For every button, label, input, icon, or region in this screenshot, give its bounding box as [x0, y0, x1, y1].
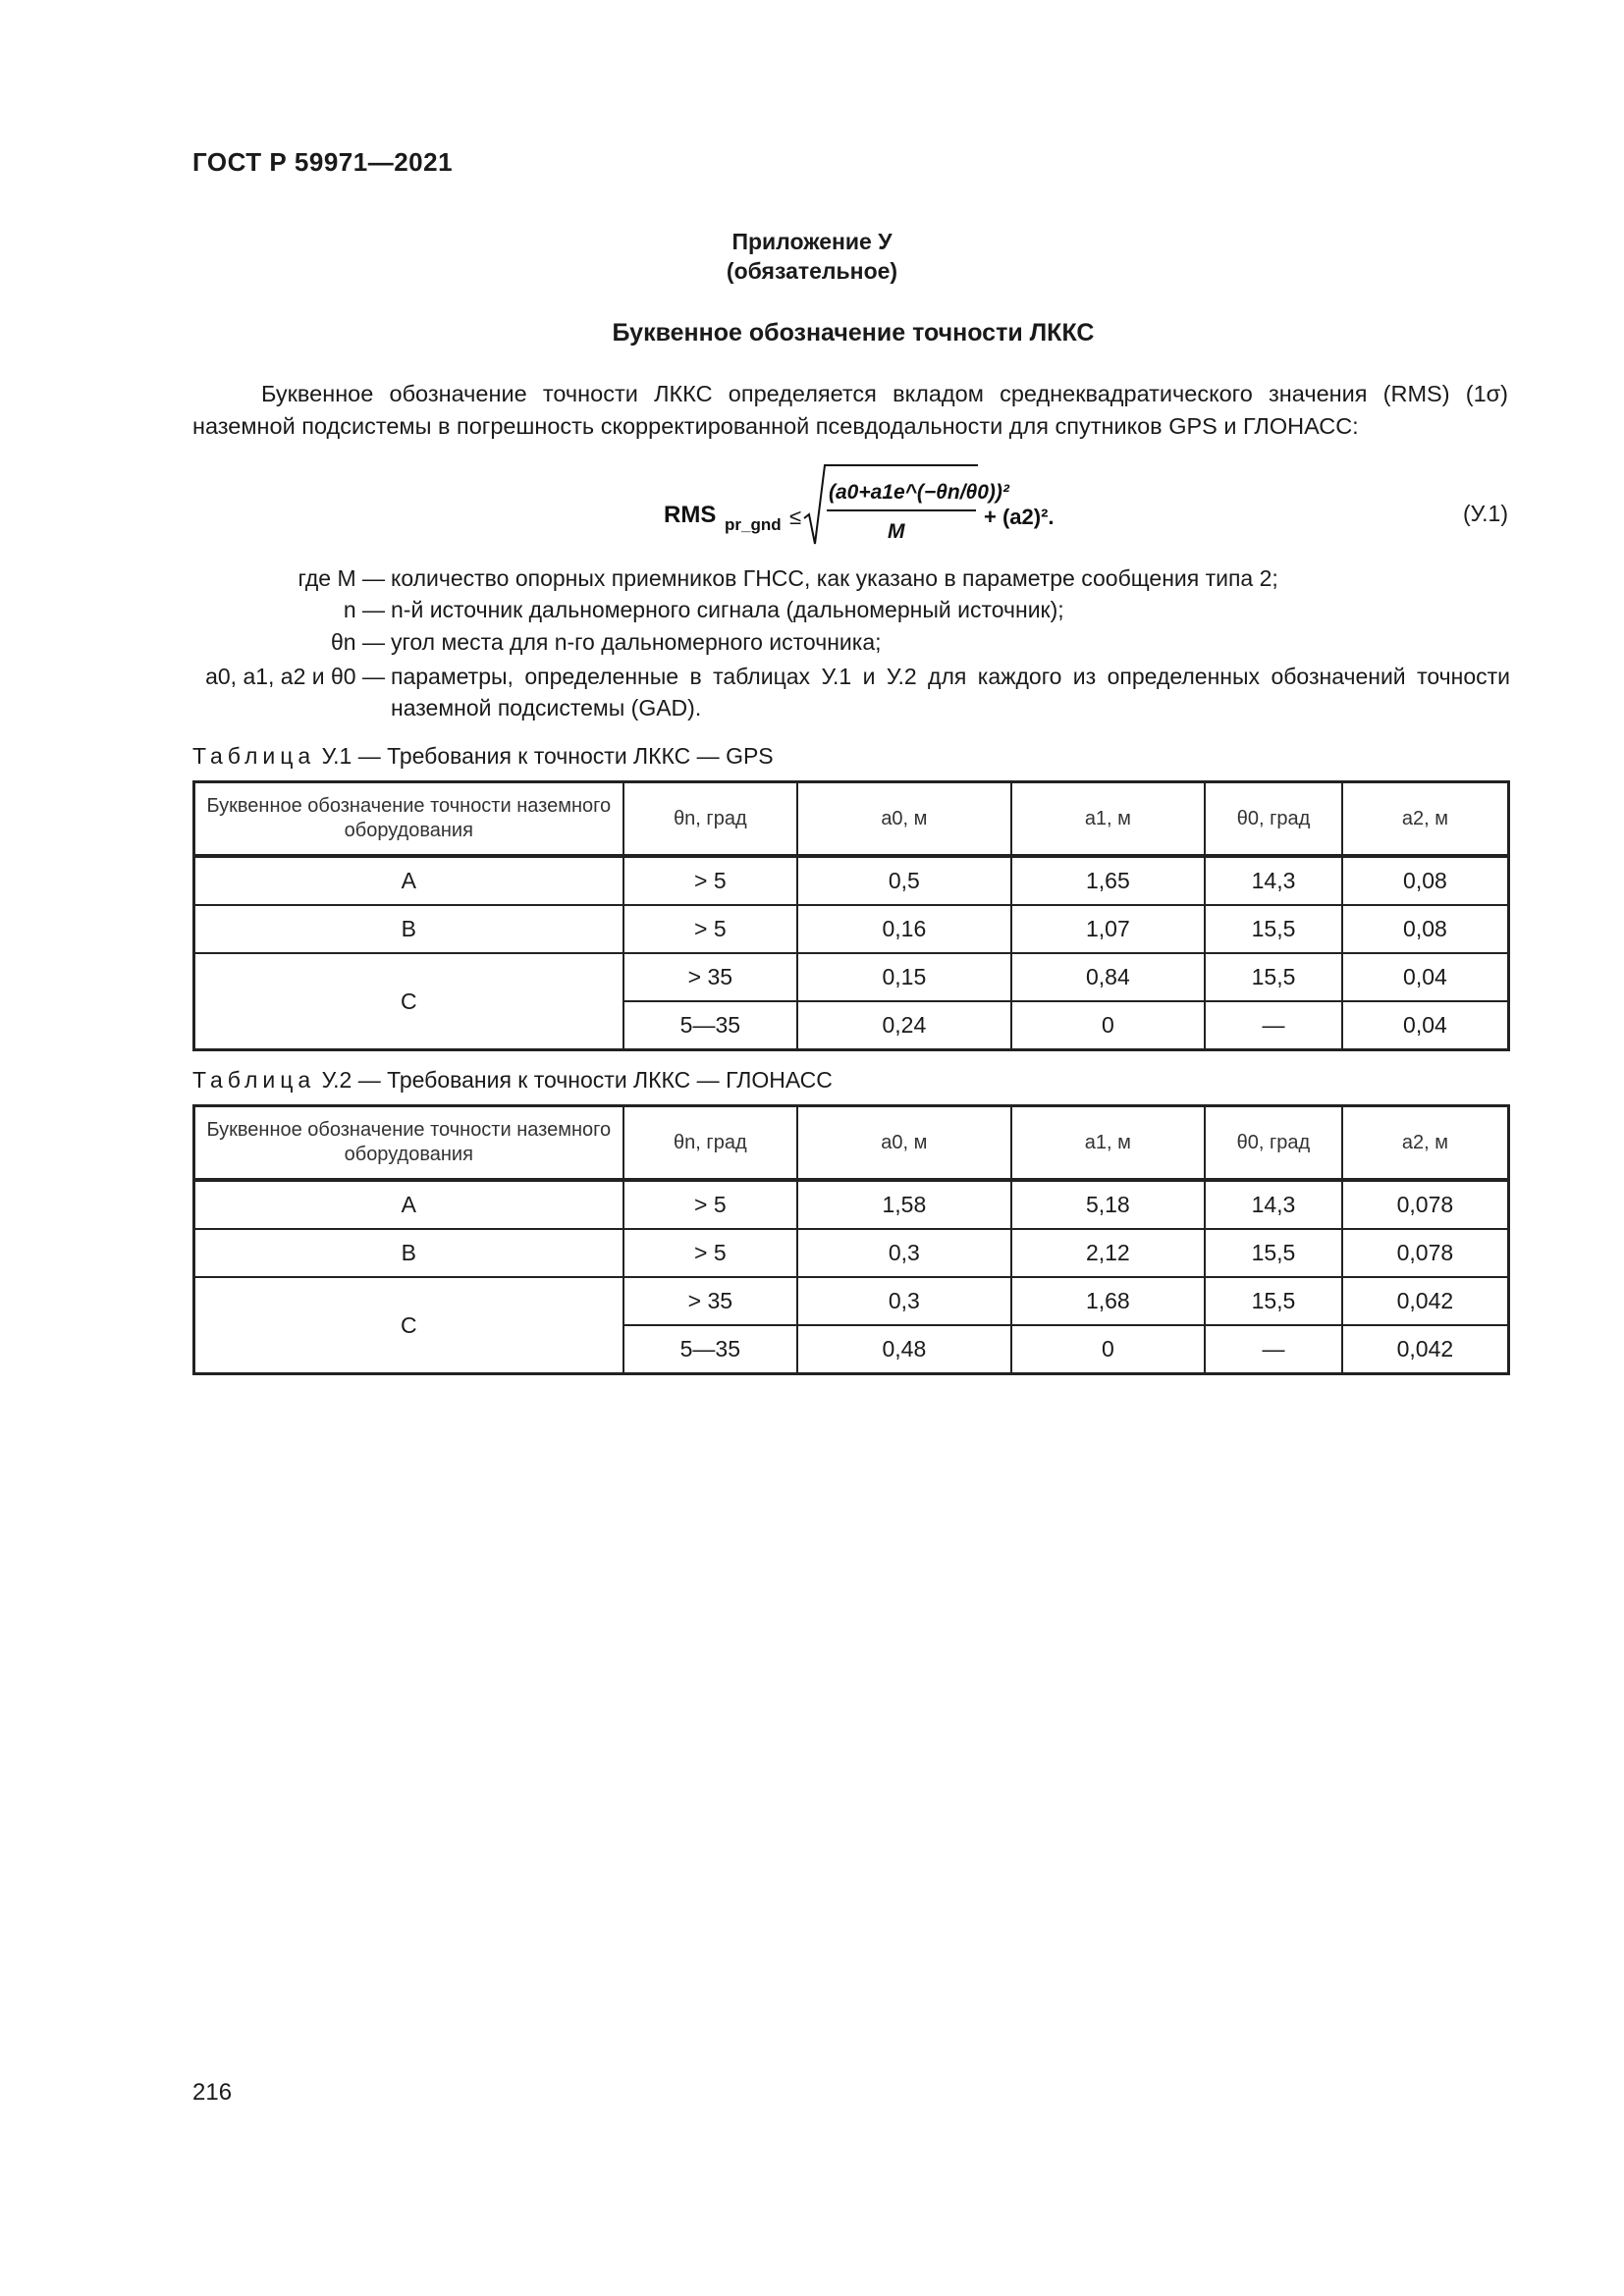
document-code: ГОСТ Р 59971—2021 — [192, 147, 454, 177]
table1-cell: 5—35 — [623, 1001, 798, 1050]
definition-text: угол места для n-го дальномерного источника; — [391, 629, 882, 655]
formula-lhs-subscript: pr_gnd — [725, 515, 782, 534]
table2-cell-designation: A — [194, 1180, 623, 1229]
table2-header-cell: θn, град — [623, 1106, 798, 1181]
formula-lhs: RMS — [664, 502, 717, 528]
table1-caption-word: Таблица — [192, 743, 316, 769]
table1-cell: 0,08 — [1342, 905, 1509, 953]
appendix-title: Приложение У — [731, 229, 893, 254]
formula-numerator: (a0+a1e^(−θn/θ0))² — [829, 481, 1009, 504]
definition-symbol: n — — [343, 597, 385, 622]
table1-header-cell: θn, град — [623, 782, 798, 857]
table2-header-cell: a0, м — [797, 1106, 1010, 1181]
definition-text: параметры, определенные в таблицах У.1 и У.2 для каждого из определенных обозначений точности наземной подсистемы (GAD). — [391, 664, 1510, 721]
table2-header-cell: a2, м — [1342, 1106, 1509, 1181]
table1-cell: > 5 — [623, 856, 798, 905]
table1-cell: 0,08 — [1342, 856, 1509, 905]
table1-cell: 0 — [1011, 1001, 1206, 1050]
table1-cell-designation: B — [194, 905, 623, 953]
table1-cell: 0,16 — [797, 905, 1010, 953]
table1-cell: 0,84 — [1011, 953, 1206, 1001]
table1-header-row — [194, 782, 1509, 857]
table2-cell: 2,12 — [1011, 1229, 1206, 1277]
table1-cell: 15,5 — [1205, 953, 1342, 1001]
table1-cell: 0,5 — [797, 856, 1010, 905]
table2-cell: 0,078 — [1342, 1229, 1509, 1277]
formula-denominator: M — [888, 520, 905, 543]
table1-cell: 0,04 — [1342, 953, 1509, 1001]
section-title: Буквенное обозначение точности ЛККС — [612, 319, 1095, 347]
table1-row — [194, 905, 1509, 953]
table2-caption — [192, 1067, 833, 1094]
table2-cell: 5,18 — [1011, 1180, 1206, 1229]
table2-cell: 1,58 — [797, 1180, 1010, 1229]
table2-cell: 0,3 — [797, 1277, 1010, 1325]
table1-cell: 1,07 — [1011, 905, 1206, 953]
table2-cell: > 35 — [623, 1277, 798, 1325]
table2-cell: 15,5 — [1205, 1277, 1342, 1325]
table2-cell: 0,042 — [1342, 1277, 1509, 1325]
table1-cell-designation: A — [194, 856, 623, 905]
definition-symbol: θn — — [331, 629, 385, 655]
table2-cell: 0,042 — [1342, 1325, 1509, 1374]
table2-cell: — — [1205, 1325, 1342, 1374]
table1-cell-designation: C — [194, 953, 623, 1050]
definition-text: количество опорных приемников ГНСС, как указано в параметре сообщения типа 2; — [391, 565, 1278, 591]
equation-number: (У.1) — [1462, 501, 1508, 526]
table1-cell: > 35 — [623, 953, 798, 1001]
table1-cell: > 5 — [623, 905, 798, 953]
table1-cell: 1,65 — [1011, 856, 1206, 905]
table1-row — [194, 856, 1509, 905]
table1-caption — [192, 743, 774, 770]
table2-cell: > 5 — [623, 1180, 798, 1229]
table2-row — [194, 1180, 1509, 1229]
table1-cell: 14,3 — [1205, 856, 1342, 905]
table1 — [192, 780, 1510, 1051]
table1-row — [194, 953, 1509, 1001]
definition-text: n-й источник дальномерного сигнала (дальномерный источник); — [391, 597, 1064, 622]
table2-cell: 0,078 — [1342, 1180, 1509, 1229]
table2-row — [194, 1229, 1509, 1277]
table2-header-cell: Буквенное обозначение точности наземного оборудования — [194, 1106, 623, 1181]
table1-cell: 0,15 — [797, 953, 1010, 1001]
table2-header-cell: a1, м — [1011, 1106, 1206, 1181]
definition-symbol: a0, a1, a2 и θ0 — — [205, 664, 385, 689]
table1-header-cell: a1, м — [1011, 782, 1206, 857]
table2-header-row — [194, 1106, 1509, 1181]
table2 — [192, 1104, 1510, 1375]
table1-header-cell: a2, м — [1342, 782, 1509, 857]
table2-cell: 0,48 — [797, 1325, 1010, 1374]
table1-header-cell: θ0, град — [1205, 782, 1342, 857]
table2-cell: 0,3 — [797, 1229, 1010, 1277]
definition-symbol: где M — — [298, 565, 385, 591]
table2-cell: > 5 — [623, 1229, 798, 1277]
table1-cell: 0,04 — [1342, 1001, 1509, 1050]
table2-cell: 14,3 — [1205, 1180, 1342, 1229]
formula-relation: ≤ — [789, 505, 802, 529]
table2-cell: 5—35 — [623, 1325, 798, 1374]
intro-paragraph: Буквенное обозначение точности ЛККС определяется вкладом среднеквадратического значения (RMS) (1σ) наземной подсистемы в погрешность скорректированной псевдодальности для спутников GPS и ГЛОНАСС: — [192, 381, 1508, 439]
table1-cell: 0,24 — [797, 1001, 1010, 1050]
formula-u1 — [664, 459, 1076, 550]
table1-header-cell: a0, м — [797, 782, 1010, 857]
table1-cell: 15,5 — [1205, 905, 1342, 953]
table2-caption-word: Таблица — [192, 1067, 316, 1093]
table2-cell: 0 — [1011, 1325, 1206, 1374]
table2-row — [194, 1277, 1509, 1325]
table1-cell: — — [1205, 1001, 1342, 1050]
table2-cell: 1,68 — [1011, 1277, 1206, 1325]
table1-header-cell: Буквенное обозначение точности наземного оборудования — [194, 782, 623, 857]
table1-caption-rest: У.1 — Требования к точности ЛККС — GPS — [321, 743, 774, 769]
table2-cell-designation: C — [194, 1277, 623, 1374]
appendix-status: (обязательное) — [726, 258, 898, 284]
table2-cell-designation: B — [194, 1229, 623, 1277]
formula-tail: + (a2)². — [984, 505, 1055, 529]
table2-cell: 15,5 — [1205, 1229, 1342, 1277]
page-number: 216 — [192, 2079, 233, 2106]
table2-header-cell: θ0, град — [1205, 1106, 1342, 1181]
table2-caption-rest: У.2 — Требования к точности ЛККС — ГЛОНАСС — [321, 1067, 833, 1093]
